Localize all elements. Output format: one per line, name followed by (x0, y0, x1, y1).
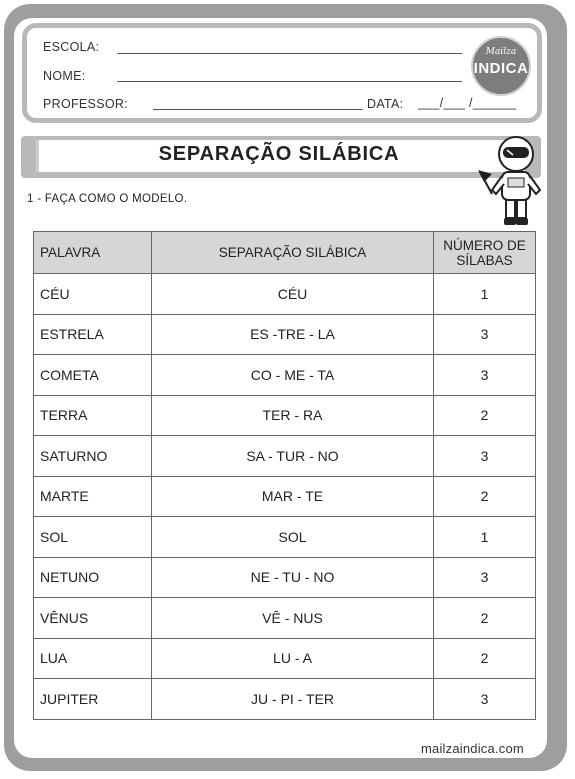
count-cell: 2 (434, 476, 536, 517)
table-row (34, 638, 536, 679)
count-cell: 2 (434, 638, 536, 679)
brand-logo (471, 36, 531, 96)
count-cell: 3 (434, 436, 536, 477)
header-count-line2: SÍLABAS (456, 252, 513, 268)
word-cell: MARTE (34, 476, 152, 517)
syllables-cell: NE - TU - NO (152, 557, 434, 598)
page-title: SEPARAÇÃO SILÁBICA (158, 143, 400, 165)
count-cell: 3 (434, 679, 536, 720)
word-cell: VÊNUS (34, 598, 152, 639)
teacher-field[interactable] (153, 109, 363, 110)
astronaut-icon (470, 132, 550, 232)
syllable-table (33, 231, 536, 720)
name-field[interactable] (117, 81, 462, 82)
header-count (434, 232, 536, 274)
table-row (34, 679, 536, 720)
word-cell: SATURNO (34, 436, 152, 477)
syllables-cell: ES -TRE - LA (152, 314, 434, 355)
table-row (34, 355, 536, 396)
syllables-cell: VÊ - NUS (152, 598, 434, 639)
word-cell: COMETA (34, 355, 152, 396)
header-syllables: SEPARAÇÃO SILÁBICA (152, 232, 434, 274)
word-cell: LUA (34, 638, 152, 679)
word-cell: JUPITER (34, 679, 152, 720)
table-row (34, 476, 536, 517)
school-field[interactable] (117, 53, 462, 54)
table-row (34, 517, 536, 558)
logo-script: Mailza (485, 47, 517, 57)
count-cell: 3 (434, 314, 536, 355)
teacher-label: PROFESSOR: (43, 97, 128, 111)
name-label: NOME: (43, 69, 86, 83)
word-cell: TERRA (34, 395, 152, 436)
word-cell: SOL (34, 517, 152, 558)
table-row (34, 314, 536, 355)
count-cell: 3 (434, 355, 536, 396)
date-label: DATA: (367, 97, 404, 111)
syllables-cell: TER - RA (152, 395, 434, 436)
count-cell: 3 (434, 557, 536, 598)
table-row (34, 557, 536, 598)
syllables-cell: SOL (152, 517, 434, 558)
table-row (34, 436, 536, 477)
syllables-cell: MAR - TE (152, 476, 434, 517)
word-cell: CÉU (34, 274, 152, 315)
header-count-line1: NÚMERO DE (443, 237, 526, 253)
school-label: ESCOLA: (43, 40, 100, 54)
header-word: PALAVRA (34, 232, 152, 274)
count-cell: 1 (434, 517, 536, 558)
syllables-cell: CO - ME - TA (152, 355, 434, 396)
syllables-cell: SA - TUR - NO (152, 436, 434, 477)
count-cell: 2 (434, 598, 536, 639)
table-header-row (34, 232, 536, 274)
date-field[interactable]: ___/___ /______ (418, 96, 517, 110)
count-cell: 2 (434, 395, 536, 436)
word-cell: ESTRELA (34, 314, 152, 355)
table-row (34, 598, 536, 639)
logo-word: INDICA (473, 60, 529, 77)
syllables-cell: JU - PI - TER (152, 679, 434, 720)
instruction-text: 1 - FAÇA COMO O MODELO. (27, 193, 188, 205)
site-url: mailzaindica.com (421, 741, 524, 756)
syllables-cell: CÉU (152, 274, 434, 315)
word-cell: NETUNO (34, 557, 152, 598)
syllables-cell: LU - A (152, 638, 434, 679)
table-row (34, 274, 536, 315)
table-row (34, 395, 536, 436)
count-cell: 1 (434, 274, 536, 315)
